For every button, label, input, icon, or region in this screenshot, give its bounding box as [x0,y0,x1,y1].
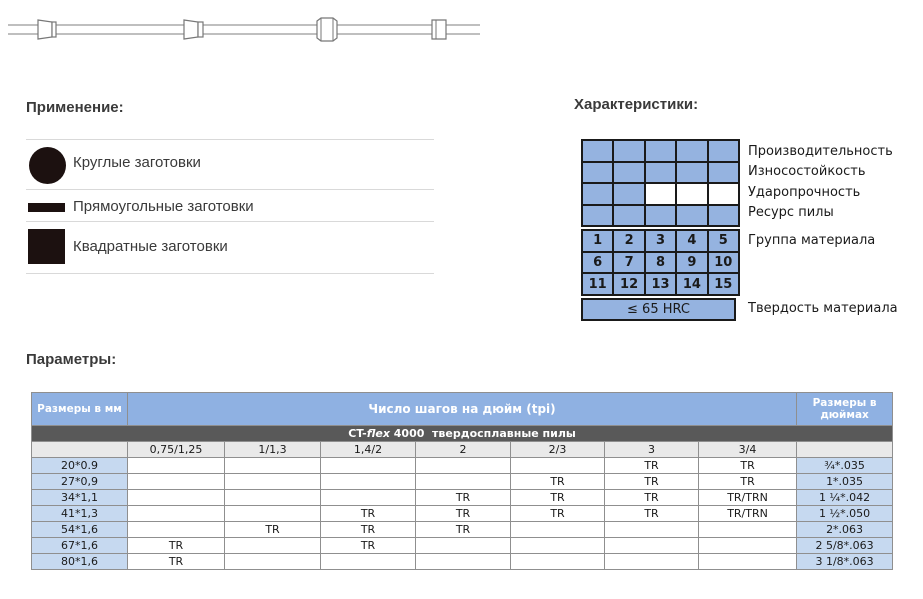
tpi-cell [321,554,416,570]
characteristic-label: Износостойкость [748,164,866,179]
product-flex: flex [366,427,390,440]
saw-blade-illustration [8,14,483,46]
rating-cell [677,184,706,204]
material-group-cell: 11 [583,274,612,294]
characteristics-rating-grid [581,139,740,227]
tpi-cell [699,522,797,538]
size-mm-cell: 80*1,6 [32,554,128,570]
tpi-cell [416,538,511,554]
tpi-cell: TR [416,490,511,506]
rating-cell [709,184,738,204]
material-group-cell: 3 [646,231,675,251]
size-mm-cell: 54*1,6 [32,522,128,538]
tpi-cell [225,538,321,554]
circle-shape-icon [29,147,66,184]
rating-cell [677,163,706,183]
tpi-cell: TR/TRN [699,506,797,522]
tpi-cell [605,554,699,570]
tpi-column-header: 2/3 [511,442,605,458]
size-mm-cell: 20*0.9 [32,458,128,474]
material-group-label: Группа материала [748,233,876,248]
rating-cell [614,184,643,204]
rating-cell [677,141,706,161]
tpi-cell: TR [605,458,699,474]
tpi-cell [128,522,225,538]
tpi-column-header: 3/4 [699,442,797,458]
hardness-value: ≤ 65 HRC [583,300,734,319]
header-tpi: Число шагов на дюйм (tpi) [128,393,797,426]
material-group-cell: 7 [614,253,643,273]
tpi-cell [128,506,225,522]
tpi-cell [321,474,416,490]
tpi-cell [699,538,797,554]
square-shape-icon [28,229,65,264]
size-mm-cell: 27*0,9 [32,474,128,490]
divider [26,189,434,190]
application-item-label: Квадратные заготовки [73,238,228,255]
size-mm-cell: 34*1,1 [32,490,128,506]
rating-cell [709,206,738,226]
tpi-cell: TR [511,506,605,522]
tpi-cell: TR [128,554,225,570]
size-inch-cell: 1*.035 [797,474,893,490]
tpi-cell: TR [511,490,605,506]
tpi-cell [321,458,416,474]
tpi-cell [225,554,321,570]
rating-cell [583,184,612,204]
size-inch-cell: 1 ¼*.042 [797,490,893,506]
divider [26,139,434,140]
divider [26,221,434,222]
tpi-cell: TR [605,474,699,490]
material-group-cell: 8 [646,253,675,273]
size-inch-cell: 1 ½*.050 [797,506,893,522]
tpi-cell [511,522,605,538]
application-item-label: Прямоугольные заготовки [73,198,254,215]
tpi-cell: TR [511,474,605,490]
material-group-cell: 2 [614,231,643,251]
tpi-cell [511,538,605,554]
tpi-cell [416,554,511,570]
rating-cell [646,206,675,226]
rating-cell [583,163,612,183]
table-row [32,522,893,538]
tpi-cell [605,522,699,538]
tpi-column-header: 0,75/1,25 [128,442,225,458]
tpi-cell [511,554,605,570]
characteristic-label: Ударопрочность [748,185,861,200]
header-size-inch: Размеры в дюймах [797,393,893,426]
tpi-cell: TR [225,522,321,538]
characteristic-label: Производительность [748,144,893,159]
tpi-cell [128,474,225,490]
rating-cell [646,163,675,183]
rating-cell [677,206,706,226]
size-mm-cell: 67*1,6 [32,538,128,554]
characteristics-heading: Характеристики: [574,96,699,113]
tpi-cell [321,490,416,506]
rating-cell [614,163,643,183]
table-row [32,554,893,570]
rating-cell [614,206,643,226]
rating-cell [583,141,612,161]
material-group-cell: 13 [646,274,675,294]
tpi-cell [225,474,321,490]
tpi-cell: TR [699,458,797,474]
application-item-label: Круглые заготовки [73,154,201,171]
tpi-cell: TR/TRN [699,490,797,506]
tpi-cell [225,490,321,506]
size-mm-cell: 41*1,3 [32,506,128,522]
tpi-cell: TR [321,538,416,554]
tpi-cell: TR [605,506,699,522]
table-row [32,474,893,490]
rating-cell [614,141,643,161]
hardness-label: Твердость материала [748,301,898,316]
material-group-cell: 10 [709,253,738,273]
size-inch-cell: 2*.063 [797,522,893,538]
rating-cell [646,184,675,204]
material-group-cell: 9 [677,253,706,273]
material-group-cell: 14 [677,274,706,294]
product-title [32,426,893,442]
tpi-cell: TR [605,490,699,506]
tpi-cell: TR [321,522,416,538]
header-size-mm: Размеры в мм [32,393,128,426]
size-inch-cell: 2 5/8*.063 [797,538,893,554]
table-row [32,458,893,474]
tpi-cell [511,458,605,474]
tpi-cell: TR [416,522,511,538]
table-row [32,506,893,522]
material-group-cell: 15 [709,274,738,294]
product-prefix: CT- [348,427,367,440]
size-inch-cell: ¾*.035 [797,458,893,474]
tpi-cell: TR [699,474,797,490]
tpi-cell [605,538,699,554]
tpi-cell [225,506,321,522]
material-group-cell: 6 [583,253,612,273]
table-row [32,538,893,554]
tpi-blank-cell [32,442,128,458]
tpi-cell: TR [128,538,225,554]
parameters-table [31,392,893,570]
material-group-cell: 5 [709,231,738,251]
tpi-cell [225,458,321,474]
characteristic-label: Ресурс пилы [748,205,834,220]
tpi-cell [416,474,511,490]
product-rest: 4000 твердосплавные пилы [389,427,576,440]
tpi-cell [128,490,225,506]
application-heading: Применение: [26,99,124,116]
tpi-column-header: 3 [605,442,699,458]
rating-cell [646,141,675,161]
tpi-cell [699,554,797,570]
hardness-box [581,298,736,321]
divider [26,273,434,274]
rating-cell [709,163,738,183]
tpi-blank-cell [797,442,893,458]
tpi-column-header: 2 [416,442,511,458]
material-group-grid [581,229,740,296]
material-group-cell: 4 [677,231,706,251]
tpi-cell [416,458,511,474]
rectangle-shape-icon [28,203,65,212]
tpi-cell [128,458,225,474]
tpi-column-header: 1/1,3 [225,442,321,458]
material-group-cell: 12 [614,274,643,294]
size-inch-cell: 3 1/8*.063 [797,554,893,570]
rating-cell [709,141,738,161]
table-row [32,490,893,506]
rating-cell [583,206,612,226]
parameters-heading: Параметры: [26,351,117,368]
tpi-cell: TR [321,506,416,522]
tpi-column-header: 1,4/2 [321,442,416,458]
material-group-cell: 1 [583,231,612,251]
tpi-cell: TR [416,506,511,522]
